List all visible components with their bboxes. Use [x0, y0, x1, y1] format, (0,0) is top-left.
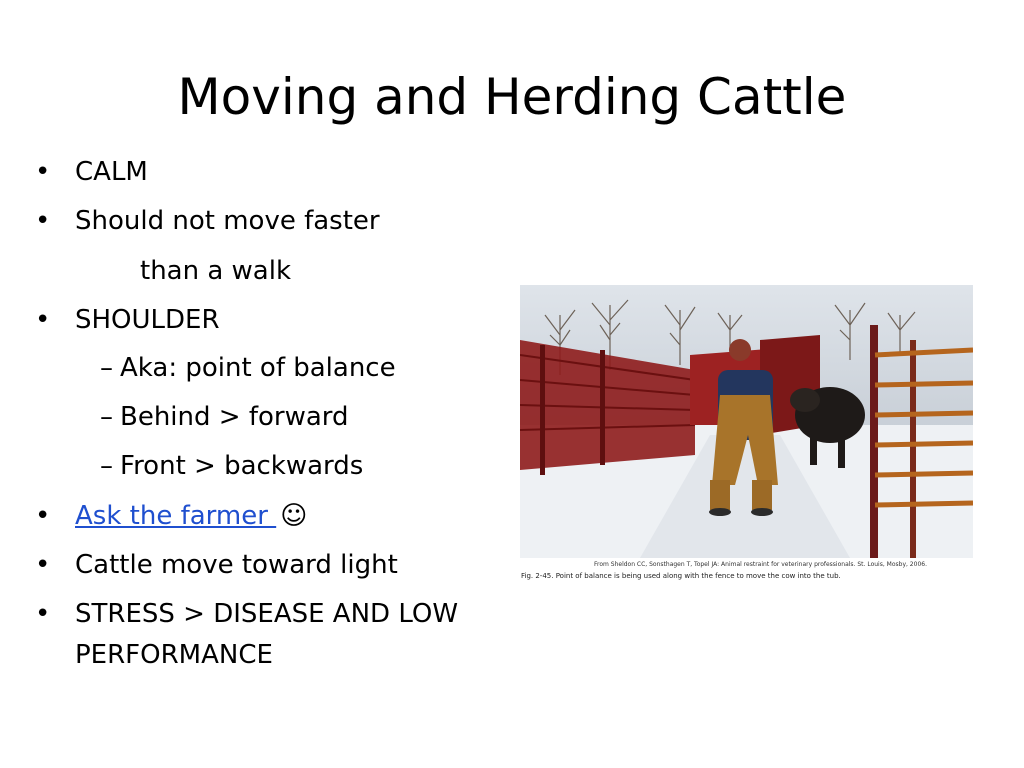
bullet-marker: • [35, 550, 51, 580]
bullet-marker: • [35, 501, 51, 531]
ask-the-farmer-link[interactable]: Ask the farmer [75, 501, 277, 531]
slide-title: Moving and Herding Cattle [177, 68, 847, 126]
cattle-photo [520, 285, 973, 558]
bullet-text [75, 499, 307, 533]
smiley-icon: ☺ [280, 501, 308, 531]
sub-bullet-text: Front > backwards [120, 451, 364, 481]
bullet-marker: • [35, 206, 51, 236]
bullet-text: STRESS > DISEASE AND LOW [75, 599, 459, 629]
dash-marker: – [100, 451, 113, 481]
bullet-text: SHOULDER [75, 305, 220, 335]
bullet-text: CALM [75, 157, 148, 187]
bullet-text: Should not move faster [75, 206, 380, 236]
figure-caption: Fig. 2-45. Point of balance is being used along with the fence to move the cow into the tub. [521, 572, 841, 580]
bullet-marker: • [35, 305, 51, 335]
bullet-marker: • [35, 157, 51, 187]
photo-illustration [520, 285, 973, 558]
dash-marker: – [100, 402, 113, 432]
sub-bullet-text: Behind > forward [120, 402, 349, 432]
bullet-text: PERFORMANCE [75, 640, 273, 670]
sub-bullet-text: Aka: point of balance [120, 353, 396, 383]
bullet-marker: • [35, 599, 51, 629]
bullet-text: than a walk [140, 256, 292, 286]
bullet-text: Cattle move toward light [75, 550, 398, 580]
dash-marker: – [100, 353, 113, 383]
figure-credit: From Sheldon CC, Sonsthagen T, Topel JA: Animal restraint for veterinary professionals. St. Louis, Mosby, 2006. [594, 561, 927, 568]
